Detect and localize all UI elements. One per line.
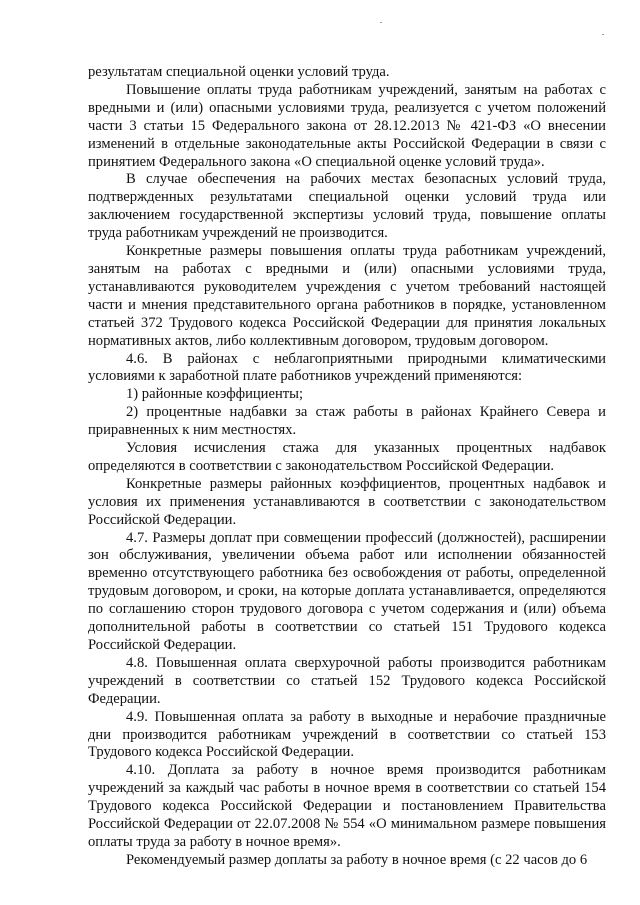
paragraph-4-6: 4.6. В районах с неблагоприятными природными климатическими условиями к заработной плате работников учреждений применяются:: [88, 350, 606, 385]
paragraph-specific-sizes: Конкретные размеры повышения оплаты труда работникам учреждений, занятым на работах с вредными и (или) опасными условиями труда, устанавливаются руководителем учреждения с учетом требований настоящей части и мнения представительного органа работников в порядке, установленном статьей 372 Трудового кодекса Российской Федерации для принятия локальных нормативных актов, либо коллективным договором, трудовым договором.: [88, 243, 606, 349]
paragraph-4-8: 4.8. Повышенная оплата сверхурочной работы производится работникам учреждений в соответствии со статьей 152 Трудового кодекса Российской Федерации.: [88, 654, 606, 707]
paragraph-harmful-conditions: Повышение оплаты труда работникам учреждений, занятым на работах с вредными и (или) опасными условиями труда, реализуется с учетом положений части 3 статьи 15 Федерального закона от 28.12.2013 № 421-ФЗ «О внесении изменений в отдельные законодательные акты Российской Федерации в связи с принятием Федерального закона «О специальной оценке условий труда».: [88, 81, 606, 170]
paragraph-4-7: 4.7. Размеры доплат при совмещении профессий (должностей), расширении зон обслуживания, увеличении объема работ или исполнении обязанностей временно отсутствующего работника без освобождения от работы, определенной трудовым договором, и сроки, на которые доплата устанавливается, определяются по соглашению сторон трудового договора с учетом содержания и (или) объема дополнительной работы в соответствии со статьей 151 Трудового кодекса Российской Федерации.: [88, 529, 606, 653]
paragraph-night-work-rate: Рекомендуемый размер доплаты за работу в ночное время (с 22 часов до 6: [126, 851, 588, 868]
paragraph-seniority-conditions: Условия исчисления стажа для указанных процентных надбавок определяются в соответствии с законодательством Российской Федерации.: [88, 440, 606, 474]
list-item-percentage-allowances: 2) процентные надбавки за стаж работы в районах Крайнего Севера и приравненных к ним местностях.: [88, 404, 606, 439]
paragraph-continuation: результатам специальной оценки условий труда.: [88, 64, 390, 80]
paragraph-4-9: 4.9. Повышенная оплата за работу в выходные и нерабочие праздничные дни производится работникам учреждений в соответствии со статьей 153 Трудового кодекса Российской Федерации.: [88, 708, 606, 761]
paragraph-4-10: 4.10. Доплата за работу в ночное время производится работникам учреждений за каждый час работы в ночное время в соответствии со статьей 154 Трудового кодекса Российской Федерации и постановлением Правительства Российской Федерации от 22.07.2008 № 554 «О минимальном размере повышения оплаты труда за работу в ночное время».: [88, 762, 606, 850]
scan-speck: [602, 34, 604, 35]
list-item-regional-coefficients: 1) районные коэффициенты;: [126, 386, 304, 403]
paragraph-coefficient-sizes: Конкретные размеры районных коэффициентов, процентных надбавок и условия их применения устанавливаются в соответствии с законодательством Российской Федерации.: [88, 475, 606, 528]
document-body: [88, 64, 606, 870]
scan-speck: [380, 22, 382, 23]
paragraph-safe-conditions: В случае обеспечения на рабочих местах безопасных условий труда, подтвержденных результатами специальной оценки условий труда или заключением государственной экспертизы условий труда, повышение оплаты труда работникам учреждений не производится.: [88, 171, 606, 242]
